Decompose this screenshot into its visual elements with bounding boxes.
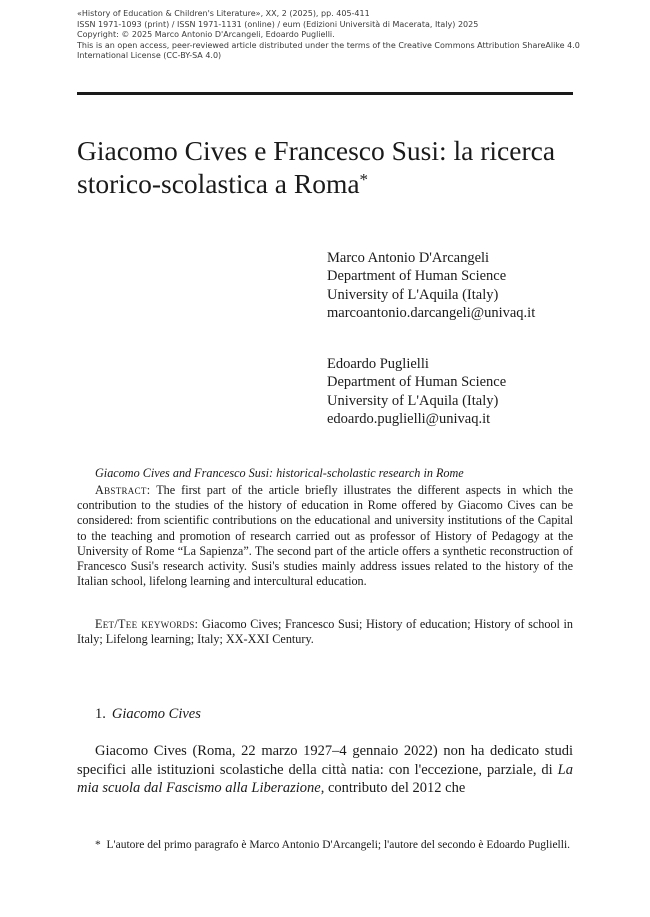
journal-citation: «History of Education & Children's Literature», XX, 2 (2025), pp. 405-411: [77, 9, 370, 18]
footnote-text: L'autore del primo paragrafo è Marco Antonio D'Arcangeli; l'autore del secondo è Edoardo Puglielli.: [106, 839, 571, 851]
author-block-2: [327, 355, 577, 428]
body-text-before: Giacomo Cives (Roma, 22 marzo 1927–4 gennaio 2022) non ha dedicato studi specifici alle istituzioni scolastiche della città natia: con l'eccezione, parziale, di: [77, 743, 573, 778]
footnote-mark: *: [95, 839, 101, 851]
abstract-paragraph: [77, 483, 573, 589]
author-email[interactable]: marcoantonio.darcangeli@univaq.it: [327, 304, 536, 321]
header-rule: [77, 92, 573, 95]
author-university: University of L'Aquila (Italy): [327, 392, 499, 409]
keywords-text: Giacomo Cives; Francesco Susi; History of education; History of school in Italy; Lifelong learning; Italy; XX-XXI Century.: [77, 617, 574, 647]
body-text-after: , contributo del 2012 che: [320, 780, 466, 797]
license-line: This is an open access, peer-reviewed article distributed under the terms of the Creative Commons Attribution ShareAlike 4.0: [77, 40, 580, 50]
issn-line: ISSN 1971-1093 (print) / ISSN 1971-1131 (online) / eum (Edizioni Università di Macerata, Italy) 2025: [77, 19, 479, 29]
publication-metadata: [77, 9, 580, 62]
title-footnote-mark: *: [359, 170, 369, 189]
article-title: [77, 134, 577, 200]
copyright-line: Copyright: © 2025 Marco Antonio D'Arcangeli, Edoardo Puglielli.: [77, 30, 335, 40]
body-paragraph: [77, 742, 573, 798]
author-name: Marco Antonio D'Arcangeli: [327, 250, 490, 266]
keywords-paragraph: [77, 617, 573, 647]
author-university: University of L'Aquila (Italy): [327, 286, 499, 303]
abstract-english-title: Giacomo Cives and Francesco Susi: historical-scholastic research in Rome: [95, 466, 464, 480]
abstract-label: Abstract:: [95, 483, 151, 497]
license-line-cont: International License (CC-BY-SA 4.0): [77, 51, 222, 61]
abstract-text: The first part of the article briefly illustrates the different aspects in which the contribution to the studies of the history of education in Rome offered by Giacomo Cives can be considered: from scientific contributions on the educational and university institutions of the Capital to the teaching and promotion of research carried out as professor of History of Pedagogy at the University of Rome “La Sapienza”. The second part of the article offers a synthetic reconstruction of Francesco Susi's research activity. Susi's studies mainly address issues related to the history of the Italian school, lifelong learning and intercultural education.: [77, 483, 574, 589]
section-title: Giacomo Cives: [111, 706, 201, 722]
section-heading: [95, 706, 201, 723]
article-title-text: Giacomo Cives e Francesco Susi: la ricerca storico-scolastica a Roma: [77, 135, 556, 199]
footnote: [77, 838, 573, 853]
section-number: 1.: [95, 706, 106, 722]
author-department: Department of Human Science: [327, 268, 507, 285]
cited-work-title: La mia scuola dal Fascismo alla Liberazione: [77, 761, 573, 797]
author-block-1: [327, 249, 577, 322]
keywords-label: Eet/Tee keywords:: [95, 617, 199, 631]
author-name: Edoardo Puglielli: [327, 356, 429, 372]
author-email[interactable]: edoardo.puglielli@univaq.it: [327, 410, 491, 427]
author-department: Department of Human Science: [327, 374, 507, 391]
